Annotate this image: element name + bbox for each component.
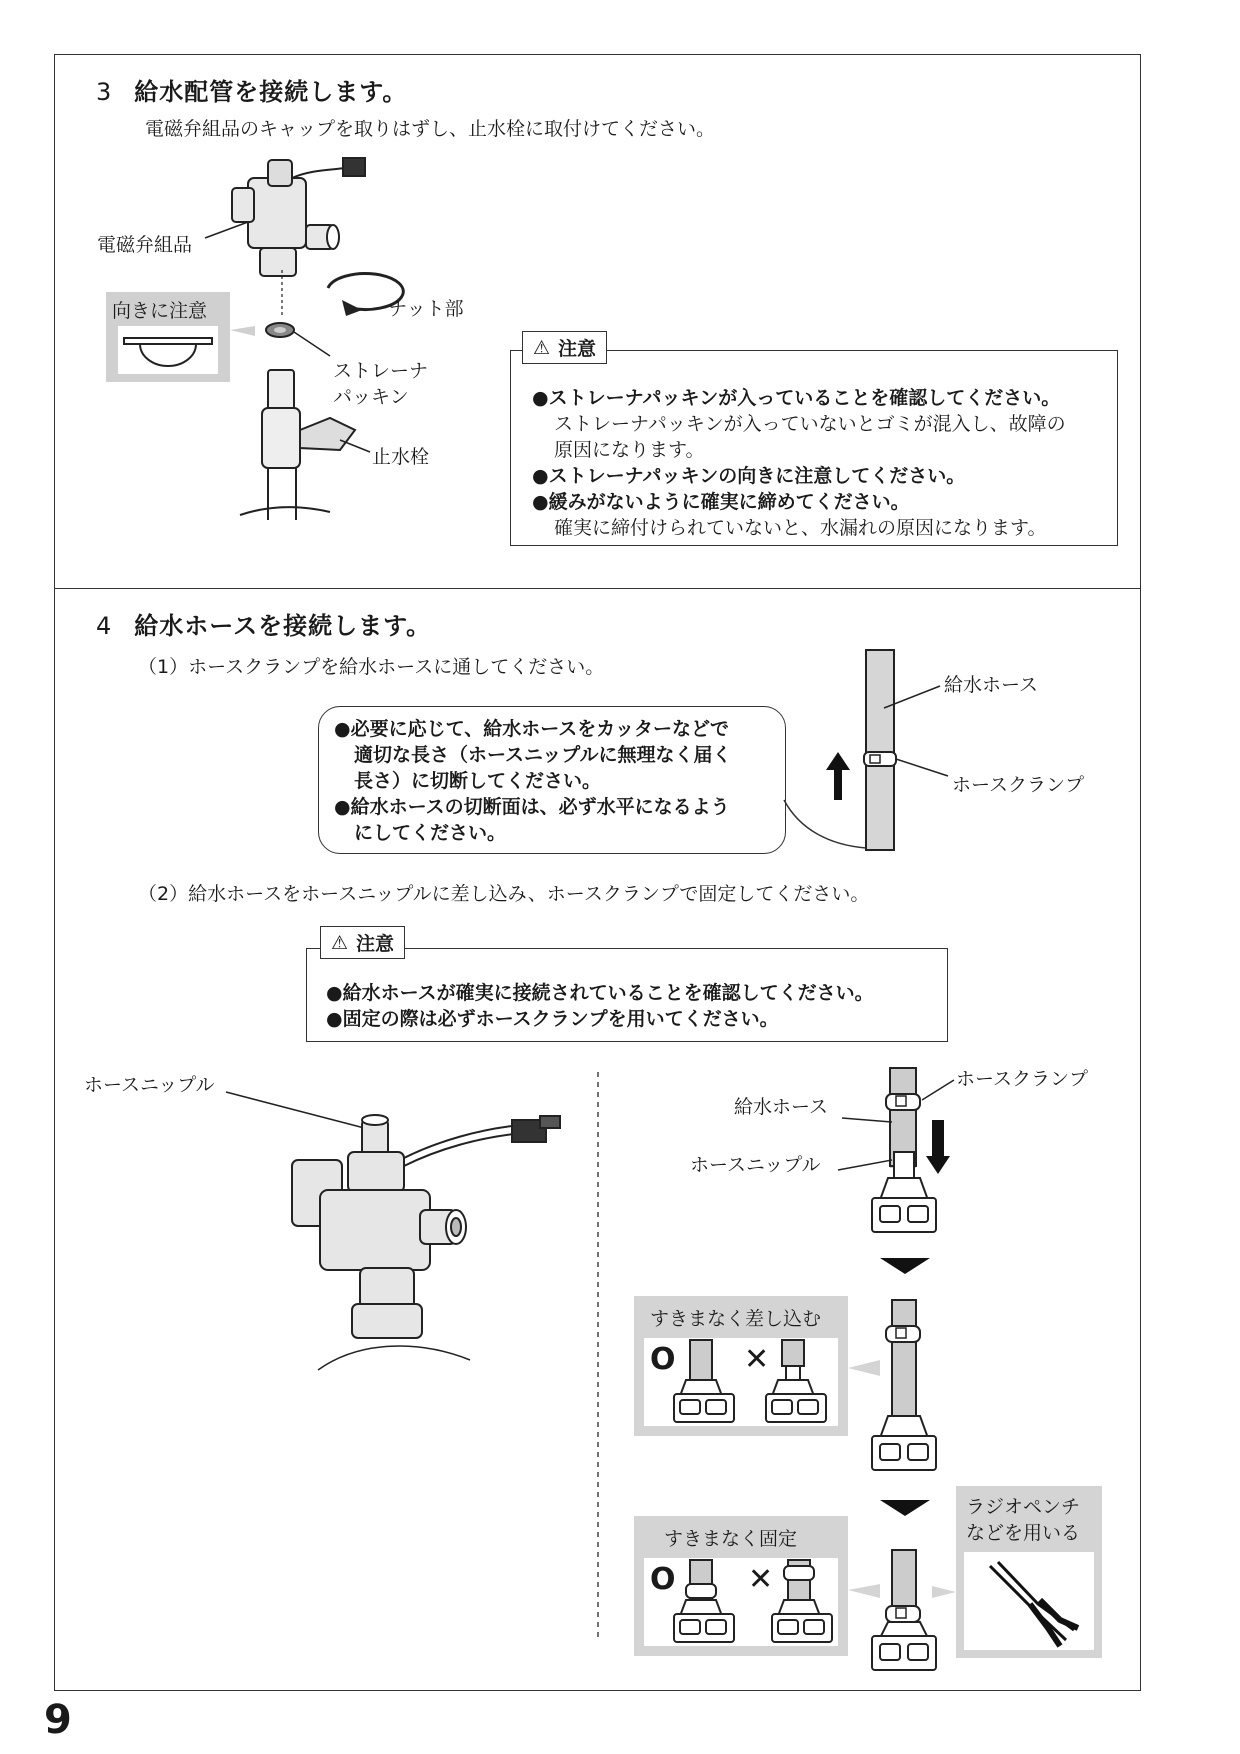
ok-mark: O — [650, 1562, 676, 1597]
clamp-label: ホースクランプ — [952, 774, 1085, 796]
bubble-line: ●必要に応じて、給水ホースをカッターなどで — [334, 718, 730, 740]
orientation-label: 向きに注意 — [112, 300, 208, 322]
step3-number: 3 — [96, 78, 113, 106]
bubble-line: にしてください。 — [354, 822, 507, 844]
insert-tip-title: すきまなく差し込む — [650, 1308, 822, 1330]
warning-icon: ⚠ — [331, 931, 349, 954]
caution-line: ●緩みがないように確実に締めてください。 — [532, 491, 910, 513]
bubble-line: 長さ）に切断してください。 — [354, 770, 602, 792]
page-number: 9 — [44, 1697, 72, 1743]
caution-line: ●ストレーナパッキンが入っていることを確認してください。 — [532, 387, 1061, 409]
diagram-hose-label: 給水ホース — [734, 1096, 829, 1118]
bubble-line: ●給水ホースの切断面は、必ず水平になるよう — [334, 796, 730, 818]
pliers-line-1: ラジオペンチ — [966, 1496, 1081, 1518]
step4-caution-title: 注意 — [356, 933, 395, 955]
warning-icon: ⚠ — [533, 336, 551, 359]
step4-title: 給水ホースを接続します。 — [134, 612, 432, 640]
step3-instruction: 電磁弁組品のキャップを取りはずし、止水栓に取付けてください。 — [145, 118, 716, 140]
caution-line: 原因になります。 — [554, 439, 705, 461]
bubble-line: 適切な長さ（ホースニップルに無理なく届く — [354, 744, 732, 766]
step4-number: 4 — [96, 612, 113, 640]
caution-line: ●固定の際は必ずホースクランプを用いてください。 — [326, 1008, 779, 1030]
caution-line: 確実に締付けられていないと、水漏れの原因になります。 — [554, 517, 1047, 539]
nut-label: ナット部 — [388, 298, 464, 320]
step4-sub1: （1）ホースクランプを給水ホースに通してください。 — [138, 656, 605, 678]
diagram-nipple-label: ホースニップル — [690, 1154, 821, 1176]
step3-caution-title: 注意 — [558, 338, 597, 360]
strainer-label-1: ストレーナ — [333, 360, 429, 382]
pliers-line-2: などを用いる — [966, 1522, 1081, 1544]
valve-label: 電磁弁組品 — [97, 234, 193, 256]
caution-line: ●給水ホースが確実に接続されていることを確認してください。 — [326, 982, 874, 1004]
ok-mark: O — [650, 1342, 676, 1377]
nipple-label: ホースニップル — [84, 1074, 215, 1096]
strainer-label-2: パッキン — [333, 386, 409, 408]
caution-line: ●ストレーナパッキンの向きに注意してください。 — [532, 465, 966, 487]
step3-title: 給水配管を接続します。 — [134, 78, 408, 106]
ng-mark: ✕ — [748, 1562, 774, 1597]
stopcock-label: 止水栓 — [372, 446, 430, 468]
caution-line: ストレーナパッキンが入っていないとゴミが混入し、故障の — [554, 413, 1066, 435]
hose-label: 給水ホース — [944, 674, 1039, 696]
step4-sub2: （2）給水ホースをホースニップルに差し込み、ホースクランプで固定してください。 — [138, 883, 870, 905]
ng-mark: ✕ — [744, 1342, 770, 1377]
diagram-clamp-label: ホースクランプ — [956, 1068, 1089, 1090]
fix-tip-title: すきまなく固定 — [664, 1528, 798, 1550]
